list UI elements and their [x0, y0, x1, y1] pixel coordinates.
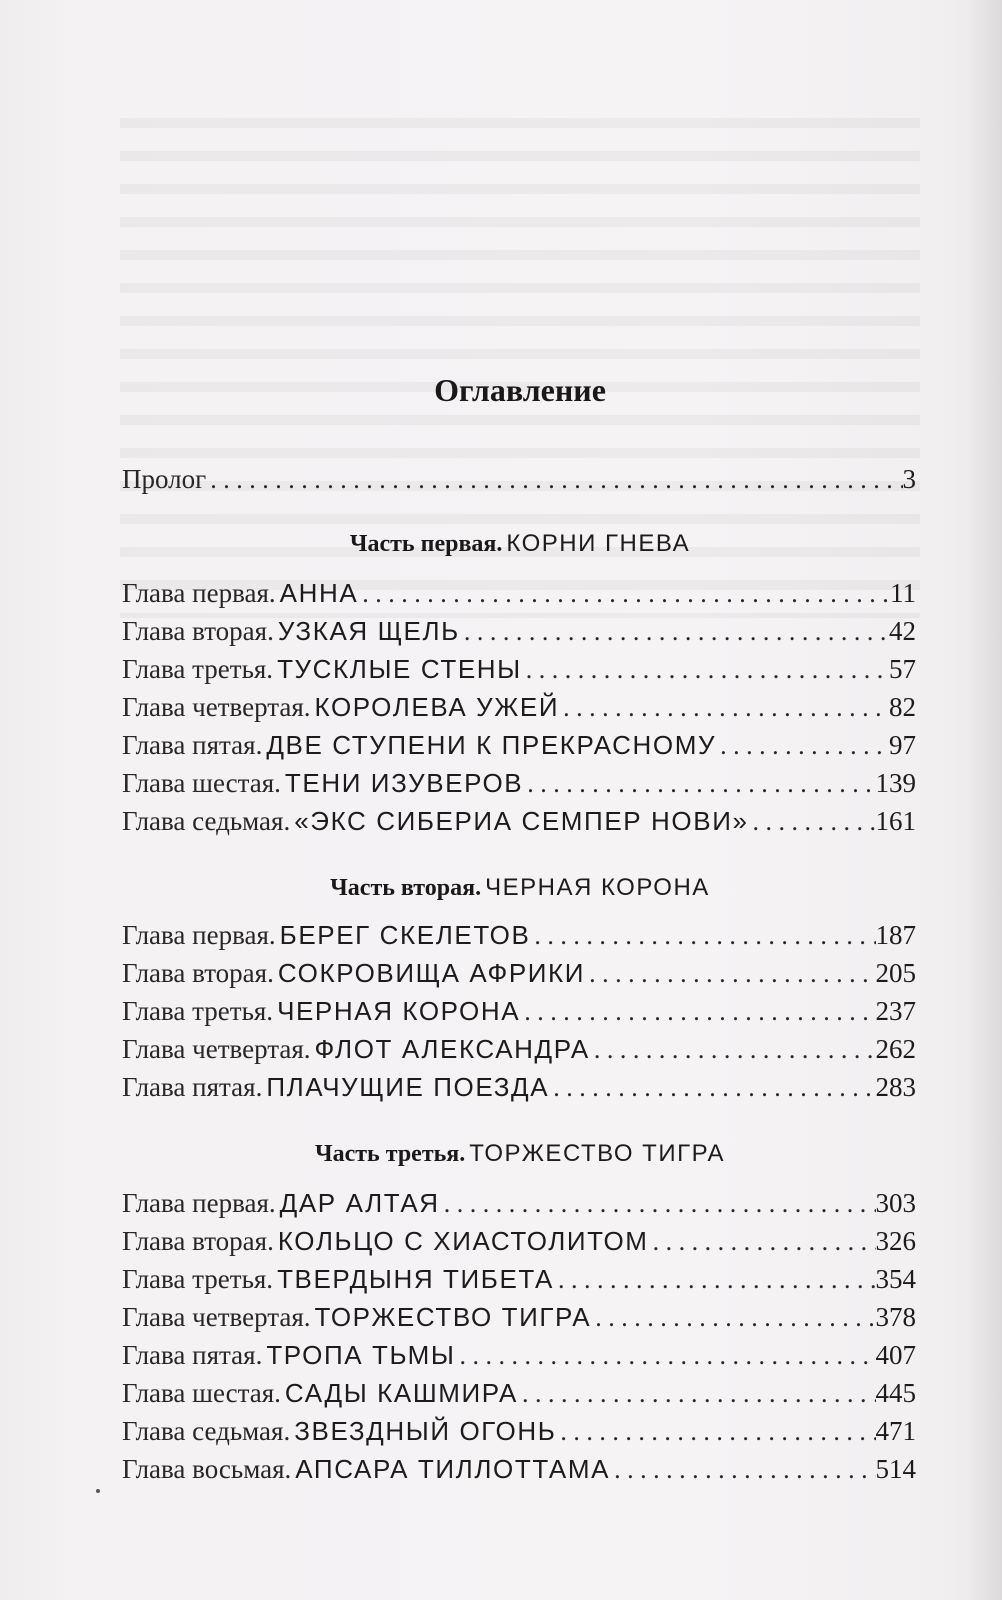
entry-page-number: 161: [875, 806, 916, 836]
entry-title: «ЭКС СИБЕРИА СЕМПЕР НОВИ»: [294, 806, 749, 836]
leader-dots: [749, 807, 876, 837]
entry-lead: Глава первая.: [122, 1188, 276, 1218]
part-title: КОРНИ ГНЕВА: [506, 530, 691, 557]
toc-entry: [122, 1226, 916, 1260]
entry-title: ТРОПА ТЬМЫ: [266, 1340, 456, 1370]
toc-entry: [122, 730, 916, 764]
leader-dots: [206, 465, 902, 495]
entry-title: ФЛОТ АЛЕКСАНДРА: [314, 1034, 590, 1064]
entry-lead: Глава пятая.: [122, 1340, 263, 1370]
entry-lead: Глава первая.: [122, 920, 276, 950]
entry-page-number: 378: [875, 1302, 916, 1332]
entry-title: ТУСКЛЫЕ СТЕНЫ: [277, 654, 522, 684]
entry-lead: Глава третья.: [122, 654, 274, 684]
part-title: ЧЕРНАЯ КОРОНА: [485, 874, 710, 901]
entry-lead: Глава пятая.: [122, 730, 263, 760]
part-heading-1: [0, 530, 1002, 564]
leader-dots: [585, 959, 875, 989]
toc-entry: [122, 1454, 916, 1488]
entry-page-number: 326: [875, 1226, 916, 1256]
leader-dots: [520, 997, 875, 1027]
toc-entry: [122, 1416, 916, 1450]
leader-dots: [591, 1303, 875, 1333]
leader-dots: [554, 1265, 876, 1295]
entry-page-number: 187: [875, 920, 916, 950]
toc-entry: [122, 1302, 916, 1336]
entry-title: АННА: [279, 578, 359, 608]
entry-page-number: 42: [889, 616, 916, 646]
toc-entry: [122, 578, 916, 612]
entry-page-number: 205: [875, 958, 916, 988]
toc-entry: [122, 692, 916, 726]
entry-title: УЗКАЯ ЩЕЛЬ: [277, 616, 460, 646]
toc-entry: [122, 1340, 916, 1374]
page-edge-shadow: [968, 0, 1002, 1600]
entry-lead: Глава пятая.: [122, 1072, 263, 1102]
entry-title: САДЫ КАШМИРА: [284, 1378, 518, 1408]
entry-lead: Глава третья.: [122, 1264, 274, 1294]
toc-entry: [122, 1378, 916, 1412]
entry-lead: Глава седьмая.: [122, 1416, 291, 1446]
entry-page-number: 262: [875, 1034, 916, 1064]
leader-dots: [456, 1341, 876, 1371]
leader-dots: [522, 655, 889, 685]
leader-dots: [610, 1455, 875, 1485]
entry-lead: Глава седьмая.: [122, 806, 291, 836]
entry-page-number: 407: [875, 1340, 916, 1370]
entry-title: ДВЕ СТУПЕНИ К ПРЕКРАСНОМУ: [266, 730, 717, 760]
entry-page-number: 471: [875, 1416, 916, 1446]
entry-title: БЕРЕГ СКЕЛЕТОВ: [279, 920, 531, 950]
part-lead: Часть первая.: [349, 531, 503, 557]
entry-title: КОЛЬЦО С ХИАСТОЛИТОМ: [277, 1226, 649, 1256]
part-lead: Часть третья.: [314, 1141, 466, 1167]
entry-lead: Глава первая.: [122, 578, 276, 608]
toc-entry: [122, 768, 916, 802]
entry-page-number: 97: [889, 730, 916, 760]
leader-dots: [649, 1227, 876, 1257]
entry-title: ТЕНИ ИЗУВЕРОВ: [284, 768, 524, 798]
entry-title: АПСАРА ТИЛЛОТТАМА: [295, 1454, 611, 1484]
part-heading-3: [0, 1140, 1002, 1174]
entry-lead: Глава вторая.: [122, 1226, 274, 1256]
leader-dots: [549, 1073, 875, 1103]
print-speck: [96, 1489, 100, 1493]
toc-entry: [122, 616, 916, 650]
toc-entry: [122, 654, 916, 688]
entry-page-number: 303: [875, 1188, 916, 1218]
entry-lead: Глава вторая.: [122, 616, 274, 646]
entry-title: ТВЕРДЫНЯ ТИБЕТА: [277, 1264, 554, 1294]
leader-dots: [590, 1035, 876, 1065]
entry-lead: Глава шестая.: [122, 768, 281, 798]
entry-lead: Глава четвертая.: [122, 692, 311, 722]
entry-lead: Глава вторая.: [122, 958, 274, 988]
entry-page-number: 3: [902, 464, 916, 494]
leader-dots: [523, 769, 875, 799]
entry-lead: Глава четвертая.: [122, 1302, 311, 1332]
entry-page-number: 514: [875, 1454, 916, 1484]
leader-dots: [460, 617, 889, 647]
entry-title: ЗВЕЗДНЫЙ ОГОНЬ: [294, 1416, 557, 1446]
entry-lead: Глава восьмая.: [122, 1454, 292, 1484]
entry-lead: Пролог: [122, 464, 207, 494]
entry-title: КОРОЛЕВА УЖЕЙ: [314, 692, 560, 722]
leader-dots: [559, 693, 889, 723]
toc-entry: [122, 1188, 916, 1222]
entry-page-number: 445: [875, 1378, 916, 1408]
toc-heading: Оглавление: [434, 372, 606, 408]
entry-title: СОКРОВИЩА АФРИКИ: [277, 958, 586, 988]
leader-dots: [358, 579, 890, 609]
entry-title: ТОРЖЕСТВО ТИГРА: [314, 1302, 592, 1332]
entry-page-number: 237: [875, 996, 916, 1026]
entry-lead: Глава четвертая.: [122, 1034, 311, 1064]
toc-entry: [122, 806, 916, 840]
part-title: ТОРЖЕСТВО ТИГРА: [469, 1140, 725, 1167]
toc-entry: [122, 958, 916, 992]
entry-page-number: 11: [890, 578, 916, 608]
entry-title: ЧЕРНАЯ КОРОНА: [277, 996, 521, 1026]
toc-entry-prologue: [122, 464, 916, 498]
entry-title: ДАР АЛТАЯ: [279, 1188, 440, 1218]
part-lead: Часть вторая.: [330, 875, 482, 901]
entry-page-number: 57: [889, 654, 916, 684]
leader-dots: [716, 731, 889, 761]
toc-entry: [122, 1072, 916, 1106]
toc-entry: [122, 996, 916, 1030]
leader-dots: [518, 1379, 876, 1409]
entry-page-number: 283: [875, 1072, 916, 1102]
part-heading-2: [0, 874, 1002, 908]
entry-lead: Глава третья.: [122, 996, 274, 1026]
leader-dots: [440, 1189, 876, 1219]
entry-page-number: 82: [889, 692, 916, 722]
toc-entry: [122, 1034, 916, 1068]
toc-entry: [122, 920, 916, 954]
entry-lead: Глава шестая.: [122, 1378, 281, 1408]
leader-dots: [530, 921, 875, 951]
entry-page-number: 139: [875, 768, 916, 798]
leader-dots: [556, 1417, 875, 1447]
toc-entry: [122, 1264, 916, 1298]
entry-page-number: 354: [875, 1264, 916, 1294]
entry-title: ПЛАЧУЩИЕ ПОЕЗДА: [266, 1072, 550, 1102]
